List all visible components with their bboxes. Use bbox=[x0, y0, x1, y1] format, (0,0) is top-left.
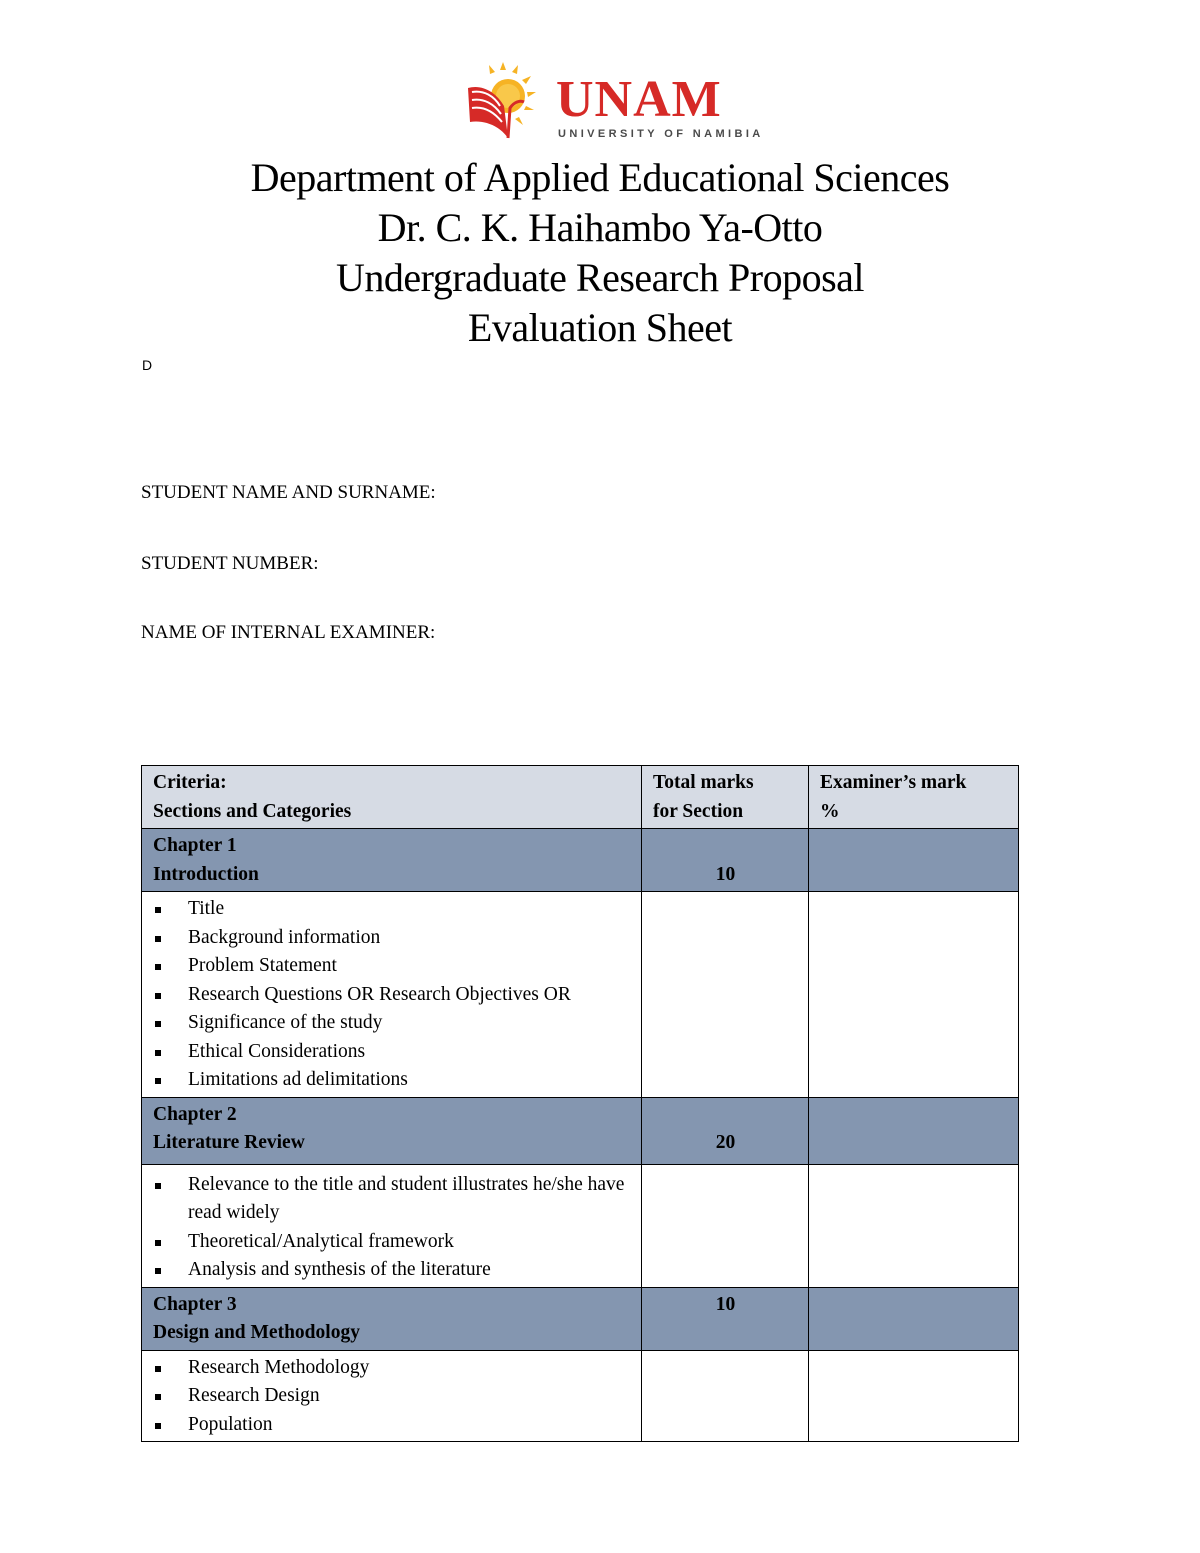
lecturer-name: Dr. C. K. Haihambo Ya-Otto bbox=[377, 205, 823, 250]
chapter-marks-cell: 10 bbox=[642, 829, 809, 892]
examiner-mark-cell[interactable] bbox=[809, 1164, 1019, 1287]
list-item: Theoretical/Analytical framework bbox=[153, 1228, 631, 1257]
section-marks-cell bbox=[642, 1164, 809, 1287]
list-item: Significance of the study bbox=[153, 1009, 631, 1038]
section-marks-cell bbox=[642, 1350, 809, 1442]
criteria-header bbox=[142, 766, 642, 829]
evaluation-table bbox=[141, 765, 1019, 1442]
criteria-row bbox=[142, 1164, 1019, 1287]
chapter-marks-cell: 20 bbox=[642, 1097, 809, 1164]
logo-subtitle: UNIVERSITY OF NAMIBIA bbox=[558, 128, 764, 140]
list-item: Limitations ad delimitations bbox=[153, 1066, 631, 1095]
chapter-number: Chapter 2 bbox=[153, 1103, 237, 1125]
chapter-marks-cell: 10 bbox=[642, 1287, 809, 1350]
chapter-title-cell bbox=[142, 829, 642, 892]
list-item: Research Methodology bbox=[153, 1354, 631, 1383]
examiner-mark-header bbox=[809, 766, 1019, 829]
examiner-mark-cell[interactable] bbox=[809, 1097, 1019, 1164]
chapter-number: Chapter 3 bbox=[153, 1293, 237, 1315]
examiner-mark-header-line1: Examiner’s mark bbox=[820, 772, 967, 793]
list-item: Problem Statement bbox=[153, 952, 631, 981]
chapter-row bbox=[142, 1287, 1019, 1350]
list-item: Relevance to the title and student illustrates he/she have read widely bbox=[153, 1171, 631, 1228]
chapter-number: Chapter 1 bbox=[153, 835, 237, 856]
list-item: Title bbox=[153, 895, 631, 924]
chapter-title-cell bbox=[142, 1097, 642, 1164]
criteria-row bbox=[142, 1350, 1019, 1442]
chapter-name: Introduction bbox=[153, 863, 259, 885]
chapter-row bbox=[142, 829, 1019, 892]
criteria-list-cell bbox=[142, 892, 642, 1098]
total-marks-header bbox=[642, 766, 809, 829]
examiner-mark-cell[interactable] bbox=[809, 829, 1019, 892]
total-marks-header-line2: for Section bbox=[653, 800, 744, 822]
student-name-field: STUDENT NAME AND SURNAME: bbox=[141, 482, 436, 503]
total-marks-header-line1: Total marks bbox=[653, 772, 754, 793]
list-item: Research Design bbox=[153, 1382, 631, 1411]
criteria-row bbox=[142, 892, 1019, 1098]
document-header bbox=[0, 153, 1200, 353]
list-item: Research Questions OR Research Objectives OR bbox=[153, 981, 631, 1010]
stray-mark: D bbox=[142, 357, 153, 373]
chapter-name: Literature Review bbox=[153, 1132, 305, 1153]
unam-logo bbox=[462, 62, 764, 146]
criteria-list bbox=[153, 1171, 631, 1285]
criteria-list bbox=[153, 1354, 631, 1440]
examiner-mark-cell[interactable] bbox=[809, 1287, 1019, 1350]
student-number-field: STUDENT NUMBER: bbox=[141, 553, 319, 574]
list-item: Ethical Considerations bbox=[153, 1038, 631, 1067]
chapter-row bbox=[142, 1097, 1019, 1164]
list-item: Analysis and synthesis of the literature bbox=[153, 1256, 631, 1285]
logo-wordmark: UNAM bbox=[556, 71, 722, 128]
examiner-mark-cell[interactable] bbox=[809, 1350, 1019, 1442]
criteria-list-cell bbox=[142, 1350, 642, 1442]
section-marks-cell bbox=[642, 892, 809, 1098]
list-item: Background information bbox=[153, 924, 631, 953]
examiner-mark-header-line2: % bbox=[820, 800, 840, 822]
criteria-header-line1: Criteria: bbox=[153, 772, 227, 793]
chapter-name: Design and Methodology bbox=[153, 1322, 360, 1343]
criteria-header-line2: Sections and Categories bbox=[153, 800, 352, 822]
criteria-list bbox=[153, 895, 631, 1095]
document-title: Evaluation Sheet bbox=[467, 305, 733, 350]
examiner-mark-cell[interactable] bbox=[809, 892, 1019, 1098]
internal-examiner-field: NAME OF INTERNAL EXAMINER: bbox=[141, 622, 436, 643]
criteria-list-cell bbox=[142, 1164, 642, 1287]
sun-book-emblem-icon bbox=[462, 62, 554, 146]
course-title: Undergraduate Research Proposal bbox=[335, 255, 864, 300]
department-title: Department of Applied Educational Sciences bbox=[250, 155, 950, 200]
list-item: Population bbox=[153, 1411, 631, 1440]
table-header-row bbox=[142, 766, 1019, 829]
chapter-title-cell bbox=[142, 1287, 642, 1350]
